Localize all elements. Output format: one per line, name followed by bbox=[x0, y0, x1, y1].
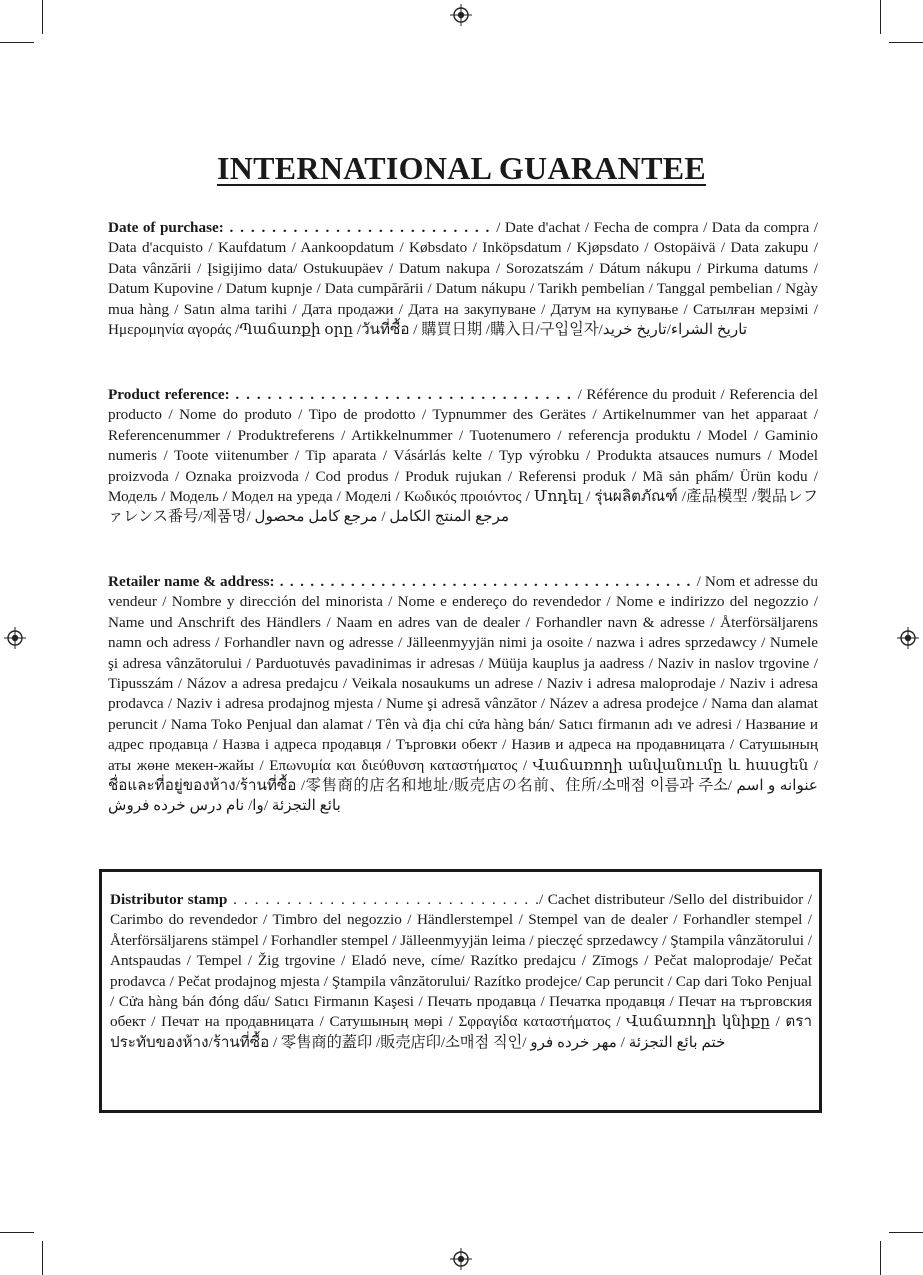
crop-mark-bottom-right bbox=[880, 1241, 881, 1275]
date-of-purchase-section bbox=[108, 218, 818, 340]
registration-mark-top-icon bbox=[450, 4, 472, 26]
crop-mark-bottom-left-h bbox=[0, 1232, 34, 1233]
registration-mark-left-icon bbox=[4, 627, 26, 649]
crop-mark-top-right bbox=[880, 0, 881, 34]
distributor-stamp-section bbox=[110, 890, 812, 1053]
retailer-label: Retailer name & address: bbox=[108, 573, 275, 590]
distributor-stamp-label: Distributor stamp bbox=[110, 891, 228, 908]
page-title: INTERNATIONAL GUARANTEE bbox=[216, 150, 707, 186]
distributor-stamp-translations: ./ Cachet distributeur /Sello del distribuidor / Carimbo do revendedor / Timbro del negozzio / Händlerstempel / Stempel van de dealer / Forhandler stempel / Återförsäljarens stämpel / Forhandler stempel / Jälleenmyyjän leima / pieczęć sprzedawcy / Ştampila vânzătorului / Antspaudas / Tempel / Žig trgovine / Eladó neve, címe/ Razítko predajcu / Zīmogs / Pečat maloprodaje/ Pečat prodavca / Pečat prodajnog mjesta / Ştampila vânzătorului/ Razítko prodejce/ Cap peruncit / Cap dari Toko Penjual / Cửa hàng bán đóng dấu/ Satıcı Firmanın Kaşesi / Печать продавца / Печатка продавця / Печат на търговския обект / Печат на продавницата / Сатушының мөрі / Σφραγίδα καταστήματος / Վաճառողի կնիքը / ตราประทับของห้าง/ร้านที่ซื้อ / 零售商的蓋印 /販売店印/소매점 직인/ ختم بائع التجزئة / مهر خرده فرو bbox=[110, 891, 812, 1051]
retailer-translations: / Nom et adresse du vendeur / Nombre y dirección del minorista / Nome e endereço do revendedor / Nome e indirizzo del negozzio / Name und Anschrift des Händlers / Naam en adres van de dealer / Forhandler navn & adresse / Återförsäljarens namn och adress / Forhandler navn og adresse / Jälleenmyyjän nimi ja osoite / nazwa i adres sprzedawcy / Numele şi adresa vânzătorului / Parduotuvės pavadinimas ir adresas / Müüja kauplus ja aadress / Naziv in naslov trgovine / Tipusszám / Názov a adresa predajcu / Veikala nosaukums un adrese / Naziv i adresa maloprodaje / Naziv i adresa prodavca / Naziv i adresa prodajnog mjesta / Nume şi adresă vânzător / Název a adresa prodejce / Nama dan alamat peruncit / Nama Toko Penjual dan alamat / Tên và địa chỉ cửa hàng bán/ Satıcı firmanın adı ve adresi / Название и адрес продавца / Назва і адреса продавця / Търговки обект / Назив и адреса на продавницата / Сатушының аты жөне мекен-жайы / Επωνυμία και διεύθυνση καταστήματος / Վաճառողի անվանումը և հասցեն / ชื่อและที่อยู่ของห้าง/ร้านที่ซื้อ /零售商的店名和地址/販売店の名前、住所/소매점 이름과 주소/ عنوانه و اسم بائع التجزئة /وا/ نام درس خرده فروش bbox=[108, 573, 818, 815]
product-reference-field[interactable]: . . . . . . . . . . . . . . . . . . . . . . . . . . . . . . . . bbox=[229, 386, 578, 403]
crop-mark-bottom-right-h bbox=[889, 1232, 923, 1233]
product-reference-label: Product reference: bbox=[108, 386, 230, 403]
distributor-stamp-dots: . . . . . . . . . . . . . . . . . . . . . . . . . . . . bbox=[227, 891, 536, 908]
date-of-purchase-label: Date of purchase: bbox=[108, 219, 224, 236]
registration-mark-right-icon bbox=[897, 627, 919, 649]
distributor-stamp-box[interactable] bbox=[99, 869, 822, 1113]
crop-mark-top-left bbox=[42, 0, 43, 34]
crop-mark-top-right-h bbox=[889, 42, 923, 43]
date-of-purchase-field[interactable]: . . . . . . . . . . . . . . . . . . . . . . . . . bbox=[223, 219, 497, 236]
date-of-purchase-translations: / Date d'achat / Fecha de compra / Data da compra / Data d'acquisto / Kaufdatum / Aankoopdatum / Købsdato / Inköpsdatum / Kjøpsdato / Ostopäivä / Data zakupu / Data vânzării / Įsigijimo data/ Ostukuupäev / Datum nakupa / Sorozatszám / Dátum nákupu / Pirkuma datums / Datum Kupovine / Datum kupnje / Data cumpărării / Datum nákupu / Tarikh pembelian / Tanggal pembelian / Ngày mua hàng / Satın alma tarihi / Дата продажи / Дата на закупуване / Датум на купување / Сатылған мерзімі / Ημερομηνία αγοράς /Պաճառքի օրը /วันที่ซื้อ / 購買日期 /購入日/구입일자/تاريخ الشراء/تاريخ خريد bbox=[108, 219, 818, 339]
product-reference-section bbox=[108, 385, 818, 528]
retailer-section bbox=[108, 572, 818, 817]
registration-mark-bottom-icon bbox=[450, 1248, 472, 1270]
crop-mark-top-left-h bbox=[0, 42, 34, 43]
crop-mark-bottom-left bbox=[42, 1241, 43, 1275]
retailer-field[interactable]: . . . . . . . . . . . . . . . . . . . . . . . . . . . . . . . . . . . . . . . . . bbox=[274, 573, 697, 590]
product-reference-translations: / Référence du produit / Referencia del producto / Nome do produto / Tipo de prodotto / Typnummer des Gerätes / Artikelnummer van het apparaat / Referencenummer / Produktreferens / Artikkelnummer / Tuotenumero / referencja produktu / Model / Gaminio numeris / Toote viitenumber / Tip aparata / Vásárlás kelte / Typ výrobku / Produkta atsauces numurs / Model proizvoda / Oznaka proizvoda / Cod produs / Produk rujukan / Referensi produk / Mã sản phẩm/ Ürün kodu / Модель / Модель / Модел на уреда / Моделі / Κωδικός προιόντος / Մոդել / รุ่นผลิตภัณฑ์ /產品模型 /製品レファレンス番号/제품명/ مرجع المنتج الكامل / مرجع كامل محصول bbox=[108, 386, 819, 526]
